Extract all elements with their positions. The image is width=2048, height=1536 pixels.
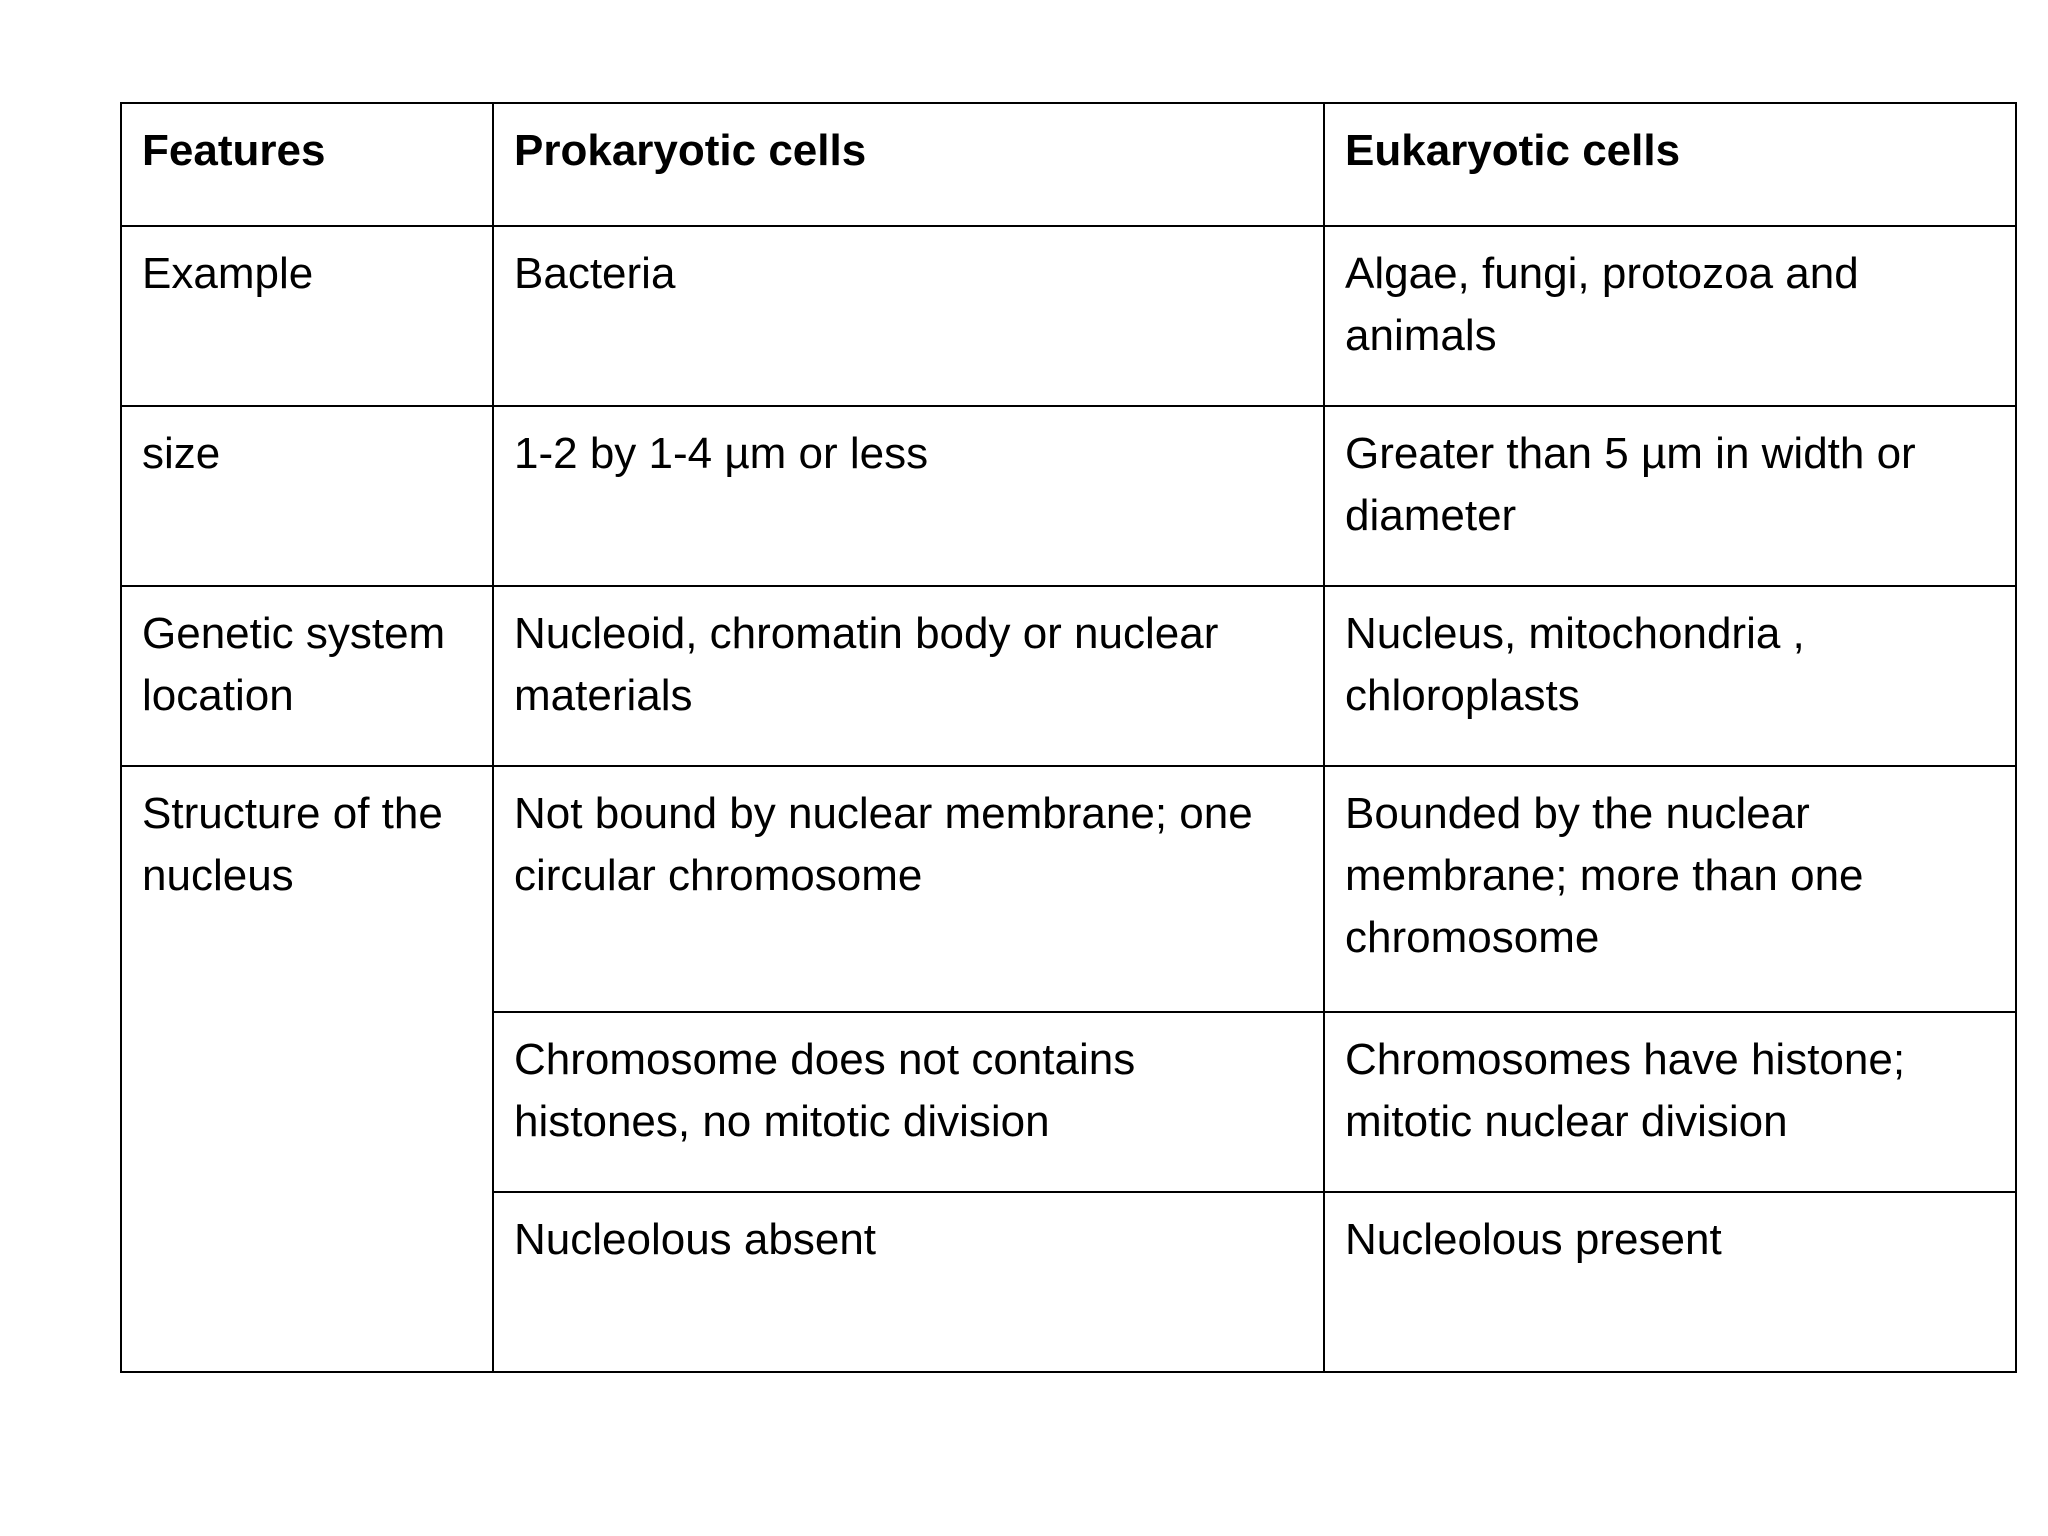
eukaryotic-cell: Nucleolous present <box>1324 1192 2016 1372</box>
table-row <box>121 586 2016 766</box>
eukaryotic-cell: Chromosomes have histone; mitotic nuclear division <box>1324 1012 2016 1192</box>
prokaryotic-cell: Bacteria <box>493 226 1324 406</box>
header-features: Features <box>121 103 493 226</box>
table-row <box>121 766 2016 1012</box>
prokaryotic-cell: Nucleoid, chromatin body or nuclear materials <box>493 586 1324 766</box>
prokaryotic-cell: Not bound by nuclear membrane; one circular chromosome <box>493 766 1324 1012</box>
eukaryotic-cell: Nucleus, mitochondria , chloroplasts <box>1324 586 2016 766</box>
eukaryotic-cell: Algae, fungi, protozoa and animals <box>1324 226 2016 406</box>
prokaryotic-cell: Nucleolous absent <box>493 1192 1324 1372</box>
eukaryotic-cell: Greater than 5 µm in width or diameter <box>1324 406 2016 586</box>
header-eukaryotic: Eukaryotic cells <box>1324 103 2016 226</box>
eukaryotic-cell: Bounded by the nuclear membrane; more than one chromosome <box>1324 766 2016 1012</box>
feature-cell: Structure of the nucleus <box>121 766 493 1372</box>
table-header-row <box>121 103 2016 226</box>
header-prokaryotic: Prokaryotic cells <box>493 103 1324 226</box>
prokaryotic-cell: Chromosome does not contains histones, no mitotic division <box>493 1012 1324 1192</box>
feature-cell: Genetic system location <box>121 586 493 766</box>
table-row <box>121 406 2016 586</box>
feature-cell: size <box>121 406 493 586</box>
prokaryotic-cell: 1-2 by 1-4 µm or less <box>493 406 1324 586</box>
table-row <box>121 226 2016 406</box>
comparison-table <box>120 102 2017 1373</box>
feature-cell: Example <box>121 226 493 406</box>
